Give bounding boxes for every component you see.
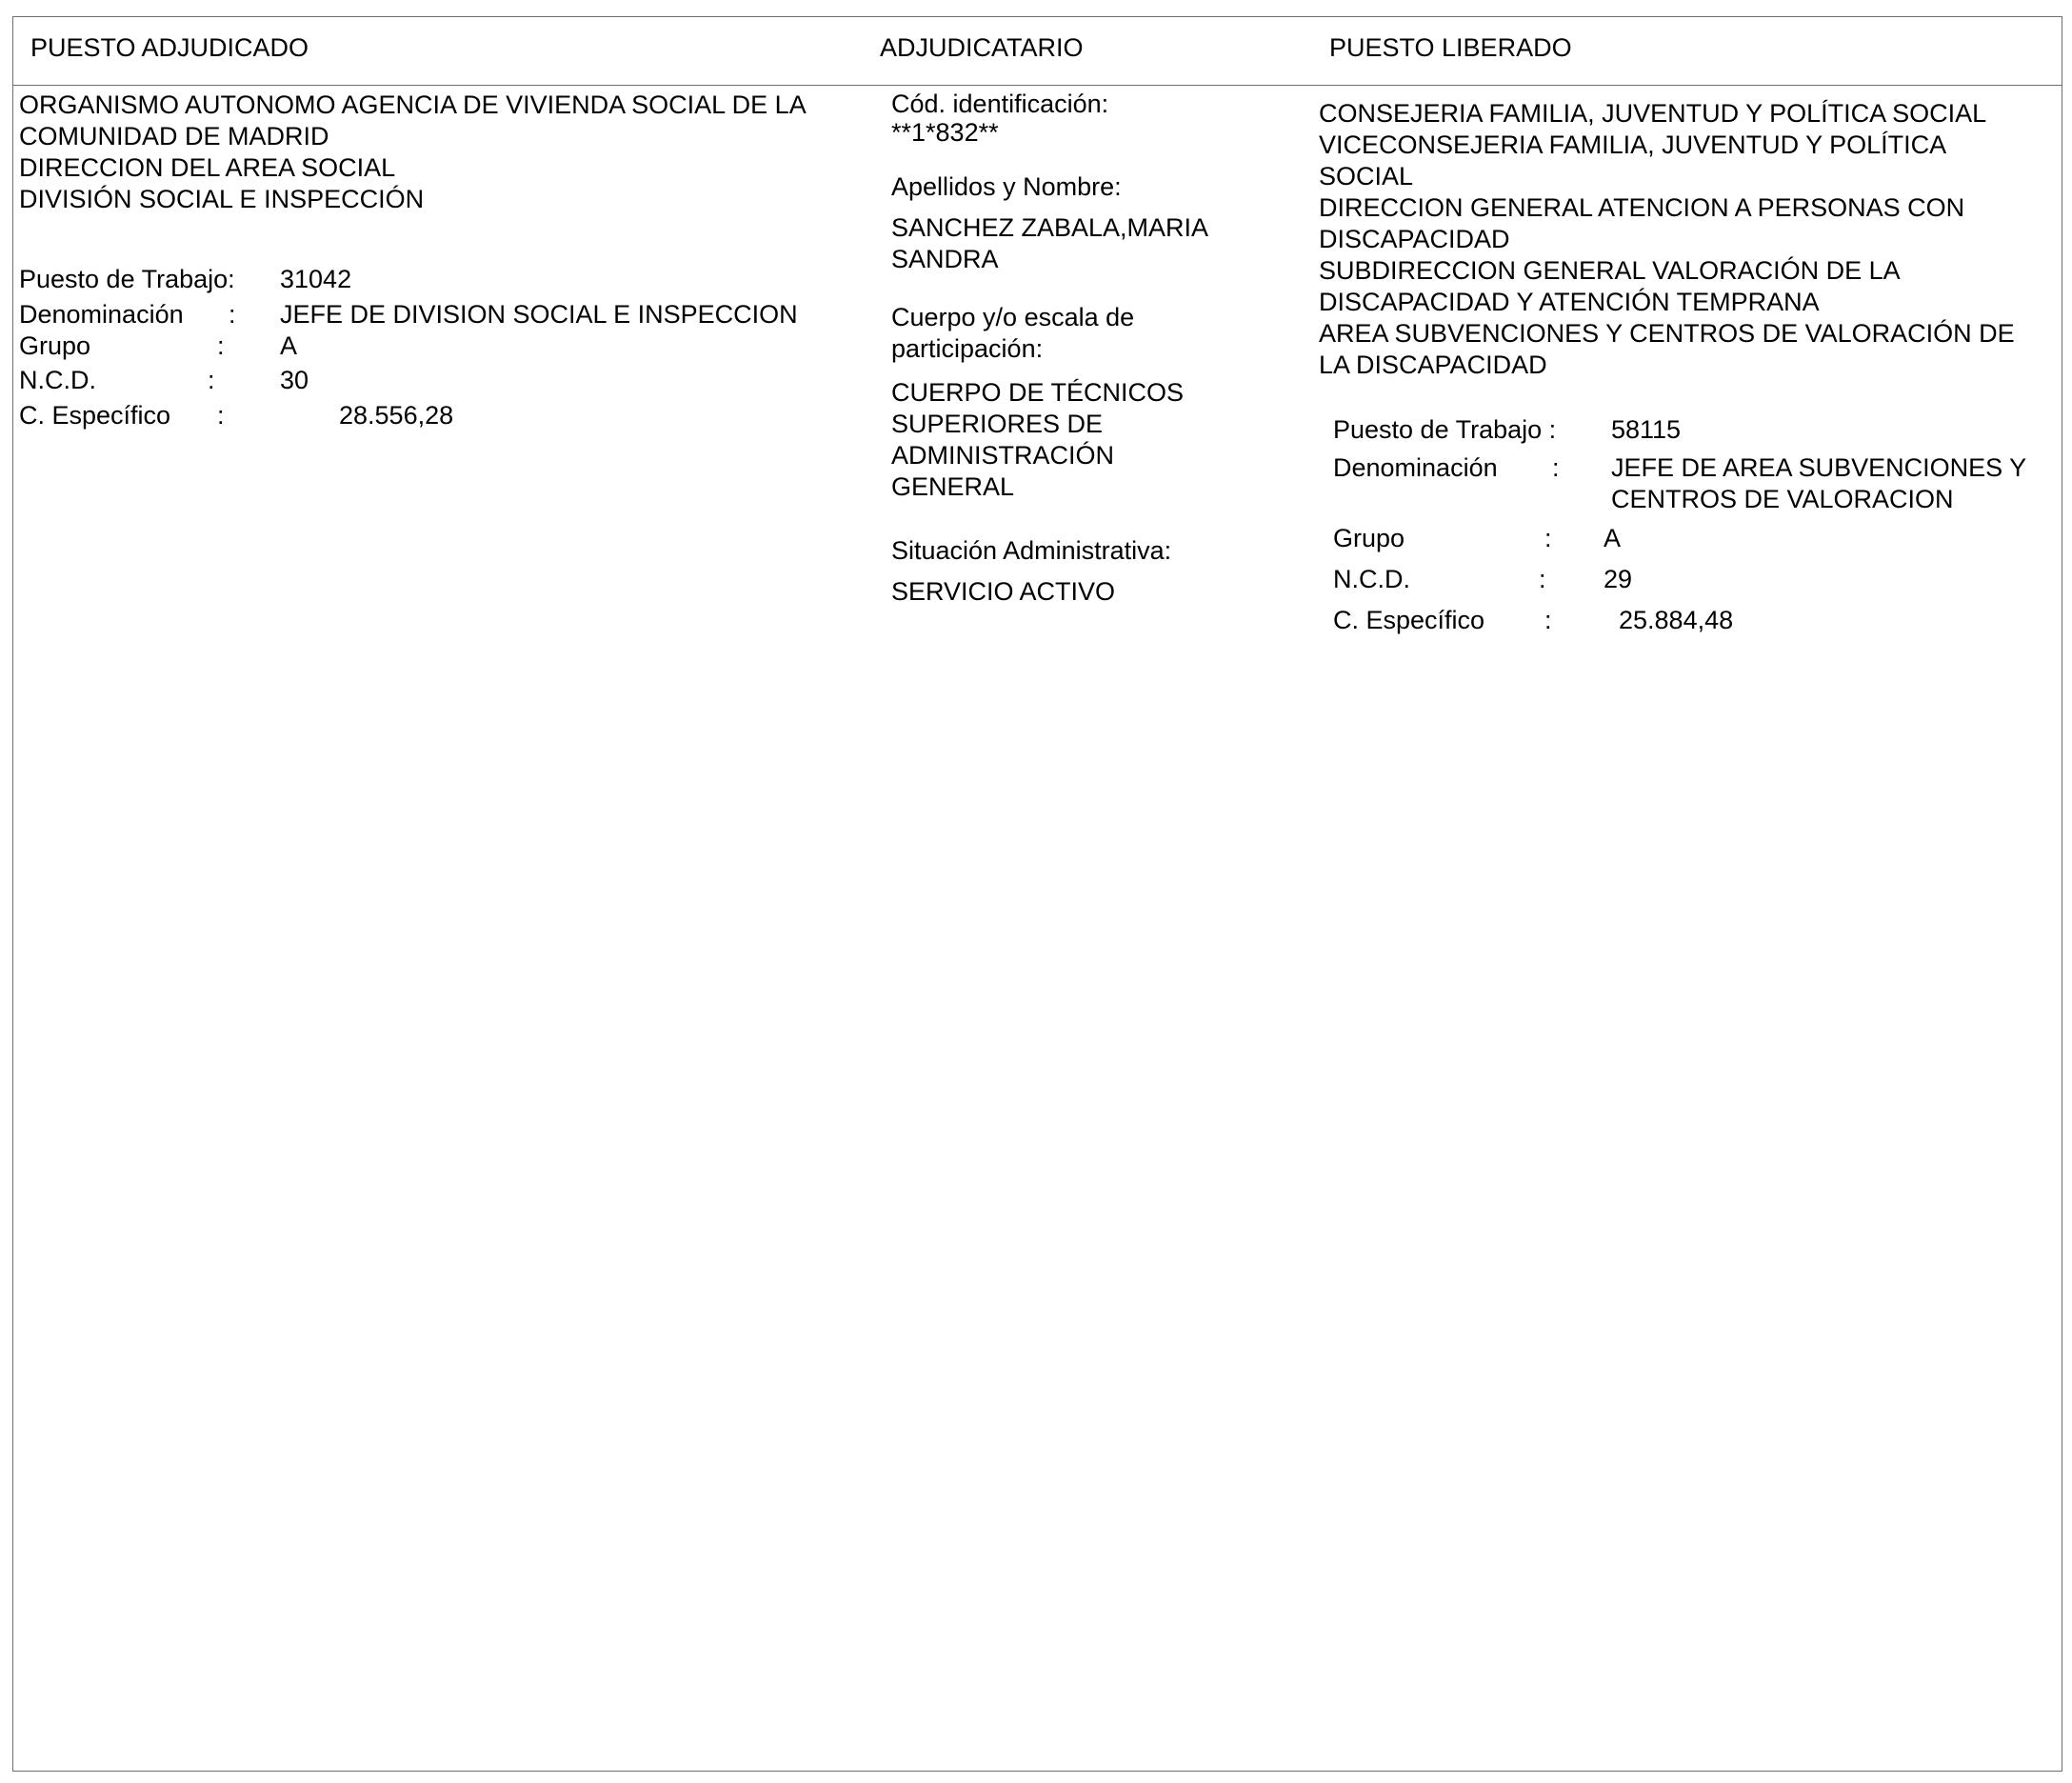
header-divider xyxy=(12,85,2062,86)
adjudicado-puesto-value: 31042 xyxy=(280,265,352,293)
liberado-puesto-value: 58115 xyxy=(1611,415,1682,444)
cuerpo-escala-label-line: Cuerpo y/o escala de xyxy=(891,303,1135,331)
header-adjudicatario: ADJUDICATARIO xyxy=(880,33,1084,62)
liberado-especifico-colon: : xyxy=(1544,606,1552,634)
adjudicado-denominacion-colon: : xyxy=(229,300,236,329)
adjudicado-org-line: DIRECCION DEL AREA SOCIAL xyxy=(19,153,396,182)
apellidos-nombre-line: SANDRA xyxy=(891,245,999,273)
header-puesto-liberado: PUESTO LIBERADO xyxy=(1329,33,1572,62)
liberado-org-line: VICECONSEJERIA FAMILIA, JUVENTUD Y POLÍTICA xyxy=(1319,130,1947,159)
situacion-administrativa-label: Situación Administrativa: xyxy=(891,536,1172,565)
liberado-ncd-label: N.C.D. xyxy=(1333,565,1410,593)
liberado-ncd-colon: : xyxy=(1539,565,1546,593)
liberado-denominacion-label: Denominación xyxy=(1333,453,1498,482)
cuerpo-escala-value-line: SUPERIORES DE xyxy=(891,410,1104,438)
cod-identificacion-label: Cód. identificación: xyxy=(891,90,1109,118)
cod-identificacion-value: **1*832** xyxy=(891,118,999,147)
liberado-org-line: SOCIAL xyxy=(1319,162,1414,190)
cuerpo-escala-value-line: GENERAL xyxy=(891,472,1015,501)
liberado-denominacion-line: CENTROS DE VALORACION xyxy=(1611,485,1954,513)
apellidos-nombre-line: SANCHEZ ZABALA,MARIA xyxy=(891,213,1209,242)
adjudicado-especifico-label: C. Específico xyxy=(19,401,171,430)
adjudicado-grupo-label: Grupo xyxy=(19,331,91,360)
adjudicado-org-line: DIVISIÓN SOCIAL E INSPECCIÓN xyxy=(19,185,425,213)
apellidos-nombre-label: Apellidos y Nombre: xyxy=(891,172,1122,201)
cuerpo-escala-value-line: CUERPO DE TÉCNICOS xyxy=(891,378,1185,407)
liberado-org-line: AREA SUBVENCIONES Y CENTROS DE VALORACIÓN DE xyxy=(1319,319,2015,348)
liberado-org-line: CONSEJERIA FAMILIA, JUVENTUD Y POLÍTICA SOCIAL xyxy=(1319,99,1987,128)
adjudicado-especifico-value: 28.556,28 xyxy=(339,401,454,430)
adjudicado-denominacion-label: Denominación xyxy=(19,300,184,329)
adjudicado-grupo-colon: : xyxy=(217,331,225,360)
adjudicado-ncd-label: N.C.D. xyxy=(19,366,96,394)
liberado-especifico-value: 25.884,48 xyxy=(1619,606,1734,634)
cuerpo-escala-value-line: ADMINISTRACIÓN xyxy=(891,441,1115,470)
liberado-org-line: SUBDIRECCION GENERAL VALORACIÓN DE LA xyxy=(1319,256,1901,285)
adjudicado-grupo-value: A xyxy=(280,331,298,360)
situacion-administrativa-value: SERVICIO ACTIVO xyxy=(891,577,1116,606)
liberado-organization xyxy=(1319,98,2015,381)
liberado-org-line: DISCAPACIDAD Y ATENCIÓN TEMPRANA xyxy=(1319,288,1820,316)
liberado-denominacion-line: JEFE DE AREA SUBVENCIONES Y xyxy=(1611,453,2027,482)
adjudicado-especifico-colon: : xyxy=(217,401,225,430)
cuerpo-escala-label-line: participación: xyxy=(891,334,1044,363)
adjudicado-ncd-colon: : xyxy=(208,366,215,394)
adjudicado-org-line: ORGANISMO AUTONOMO AGENCIA DE VIVIENDA SOCIAL DE LA xyxy=(19,90,807,119)
liberado-grupo-label: Grupo xyxy=(1333,524,1405,552)
liberado-especifico-label: C. Específico xyxy=(1333,606,1485,634)
adjudicado-ncd-value: 30 xyxy=(280,366,309,394)
adjudicado-organization xyxy=(19,90,807,215)
liberado-org-line: DIRECCION GENERAL ATENCION A PERSONAS CON xyxy=(1319,193,1965,222)
liberado-grupo-colon: : xyxy=(1544,524,1552,552)
header-puesto-adjudicado: PUESTO ADJUDICADO xyxy=(30,33,309,62)
liberado-denominacion-colon: : xyxy=(1552,453,1560,482)
liberado-org-line: LA DISCAPACIDAD xyxy=(1319,351,1547,379)
adjudicado-puesto-label: Puesto de Trabajo: xyxy=(19,265,235,293)
liberado-grupo-value: A xyxy=(1604,524,1622,552)
liberado-ncd-value: 29 xyxy=(1604,565,1633,593)
liberado-org-line: DISCAPACIDAD xyxy=(1319,225,1510,253)
liberado-puesto-label: Puesto de Trabajo : xyxy=(1333,415,1557,444)
adjudicado-org-line: COMUNIDAD DE MADRID xyxy=(19,122,329,150)
adjudicado-denominacion-value: JEFE DE DIVISION SOCIAL E INSPECCION xyxy=(280,300,798,329)
